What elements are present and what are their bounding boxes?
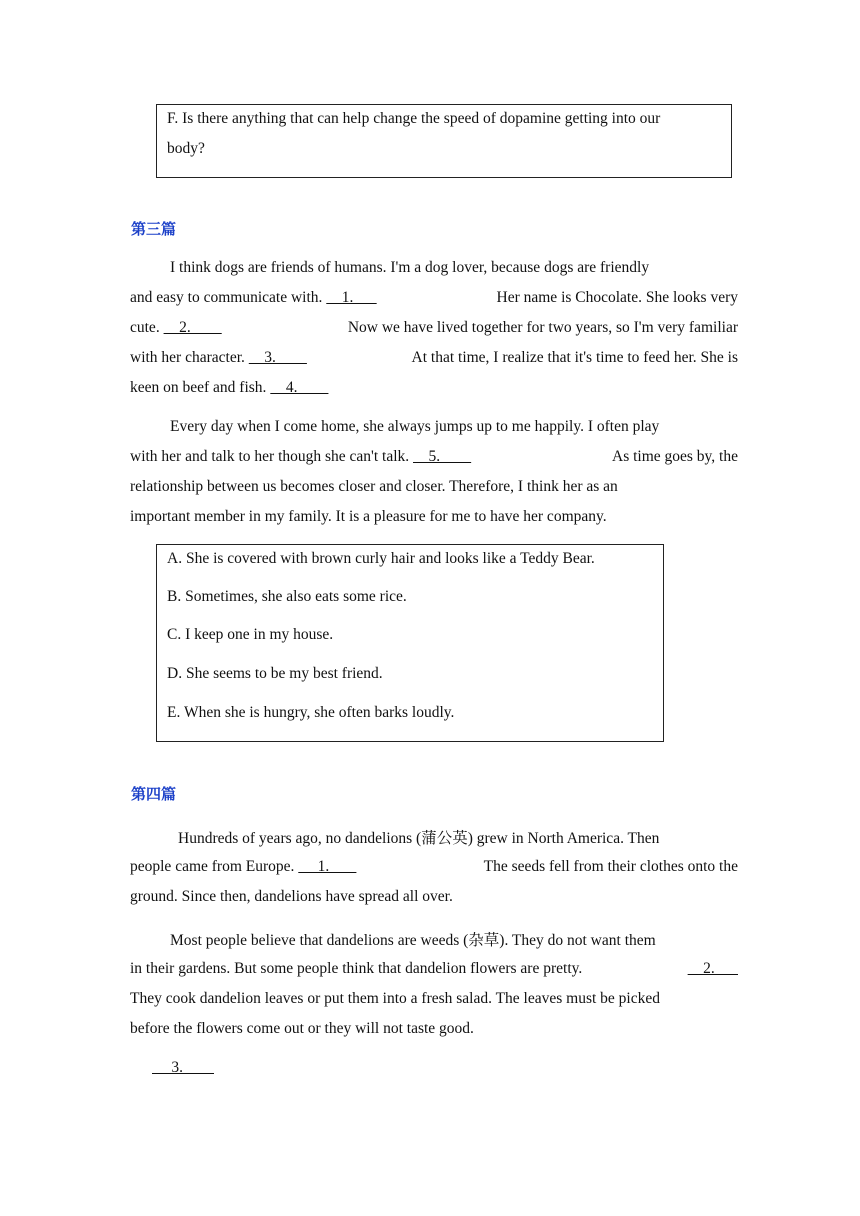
- options-box: [156, 544, 664, 742]
- passage-line: [130, 888, 738, 906]
- text-segment: people came from Europe.: [130, 858, 295, 875]
- section-4-heading: 第四篇: [131, 785, 177, 803]
- answer-blank-4[interactable]: 4.: [270, 379, 329, 396]
- option-c: C. I keep one in my house.: [167, 626, 334, 643]
- text-segment: Every day when I come home, she always jumps up to me happily. I often play: [170, 418, 660, 435]
- option-box-f: [156, 104, 732, 178]
- text-segment: Hundreds of years ago, no dandelions (蒲公英) grew in North America. Then: [178, 830, 660, 847]
- passage-line: [178, 826, 738, 848]
- text-segment: relationship between us becomes closer and closer. Therefore, I think her as an: [130, 478, 618, 495]
- passage-line: [130, 960, 738, 978]
- answer-blank-s4-2[interactable]: 2.: [687, 960, 738, 977]
- option-d: D. She seems to be my best friend.: [167, 665, 383, 682]
- option-e: E. When she is hungry, she often barks loudly.: [167, 704, 455, 721]
- option-f-line2: body?: [167, 140, 205, 157]
- option-f-line1: F. Is there anything that can help change the speed of dopamine getting into our: [167, 110, 661, 127]
- passage-line: [130, 508, 738, 526]
- passage-line: [130, 1020, 738, 1038]
- passage-line: [130, 289, 738, 307]
- answer-blank-2[interactable]: 2.: [163, 319, 222, 336]
- text-segment: They cook dandelion leaves or put them into a fresh salad. The leaves must be picked: [130, 990, 660, 1007]
- passage-line: [130, 319, 738, 337]
- passage-line: [130, 858, 738, 876]
- passage-line: [130, 990, 738, 1008]
- answer-blank-3[interactable]: 3.: [248, 349, 307, 366]
- passage-line: [170, 928, 738, 950]
- answer-blank-5[interactable]: 5.: [413, 448, 472, 465]
- text-segment: with her character.: [130, 349, 245, 366]
- passage-line: [130, 349, 738, 367]
- text-segment: The seeds fell from their clothes onto the: [483, 858, 738, 875]
- text-segment: and easy to communicate with.: [130, 289, 323, 306]
- passage-line: [130, 478, 738, 496]
- text-segment: I think dogs are friends of humans. I'm a dog lover, because dogs are friendly: [170, 259, 650, 276]
- passage-line: [170, 259, 738, 277]
- text-segment: important member in my family. It is a pleasure for me to have her company.: [130, 508, 607, 525]
- text-segment: Her name is Chocolate. She looks very: [496, 289, 738, 306]
- text-segment: cute.: [130, 319, 160, 336]
- passage-line: [152, 1059, 738, 1077]
- passage-line: [130, 448, 738, 466]
- answer-blank-s4-3[interactable]: 3.: [152, 1059, 214, 1076]
- passage-line: [170, 418, 738, 436]
- answer-blank-s4-1[interactable]: 1.: [298, 858, 357, 875]
- text-segment: As time goes by, the: [612, 448, 738, 465]
- answer-blank-1[interactable]: 1.: [326, 289, 377, 306]
- passage-line: [130, 379, 738, 397]
- text-segment: before the flowers come out or they will not taste good.: [130, 1020, 474, 1037]
- text-segment: At that time, I realize that it's time to feed her. She is: [411, 349, 738, 366]
- text-segment: Now we have lived together for two years, so I'm very familiar: [347, 319, 738, 336]
- section-3-heading: 第三篇: [131, 220, 177, 238]
- option-a: A. She is covered with brown curly hair and looks like a Teddy Bear.: [167, 550, 595, 567]
- text-segment: in their gardens. But some people think that dandelion flowers are pretty.: [130, 960, 583, 977]
- text-segment: ground. Since then, dandelions have spread all over.: [130, 888, 453, 905]
- text-segment: keen on beef and fish.: [130, 379, 267, 396]
- option-b: B. Sometimes, she also eats some rice.: [167, 588, 407, 605]
- text-segment: with her and talk to her though she can't talk.: [130, 448, 410, 465]
- text-segment: Most people believe that dandelions are weeds (杂草). They do not want them: [170, 932, 656, 949]
